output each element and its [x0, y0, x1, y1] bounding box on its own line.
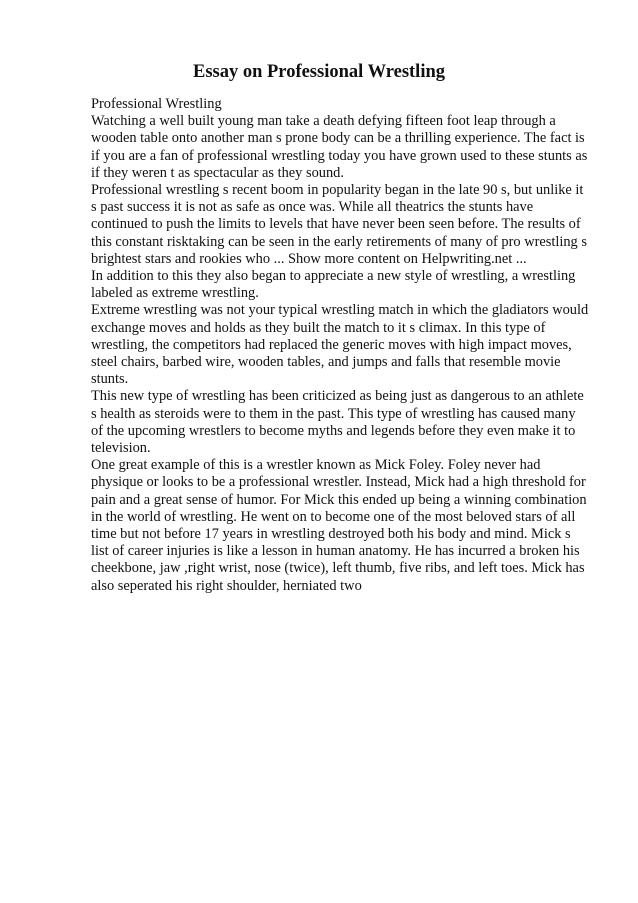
- paragraph: One great example of this is a wrestler known as Mick Foley. Foley never had physique or looks to be a professional wrestler. Instead, Mick had a high threshold for pain and a great sense of humor. For Mick this ended up being a winning combination in the world of wrestling. He went on to become one of the most beloved stars of all time but not before 17 years in wrestling destroyed both his body and mind. Mick s list of career injuries is like a lesson in human anatomy. He has incurred a broken his cheekbone, jaw ,right wrist, nose (twice), left thumb, five ribs, and left toes. Mick has also seperated his right shoulder, herniated two: [91, 457, 587, 594]
- paragraph: In addition to this they also began to appreciate a new style of wrestling, a wrestling labeled as extreme wrestling.: [91, 268, 576, 302]
- paragraph: Watching a well built young man take a death defying fifteen foot leap through a wooden table onto another man s prone body can be a thrilling experience. The fact is if you are a fan of professional wrestling today you have grown used to these stunts as if they weren t as spectacular as they sound.: [91, 113, 588, 181]
- paragraph: Professional wrestling s recent boom in popularity began in the late 90 s, but unlike it s past success it is not as safe as once was. While all theatrics the stunts have continued to push the limits to levels that have never been seen before. The results of this constant risktaking can be seen in the early retirements of many of pro wrestling s brightest stars and rookies who ... Show more content on Helpwriting.net ...: [91, 182, 587, 267]
- paragraph: Extreme wrestling was not your typical wrestling match in which the gladiators would exchange moves and holds as they built the match to it s climax. In this type of wrestling, the competitors had replaced the generic moves with high impact moves, steel chairs, barbed wire, wooden tables, and jumps and falls that resemble movie stunts.: [91, 302, 589, 388]
- document-body: [91, 96, 591, 595]
- paragraph: This new type of wrestling has been criticized as being just as dangerous to an athlete s health as steroids were to them in the past. This type of wrestling has caused many of the upcoming wrestlers to become myths and legends before they even make it to television.: [91, 388, 584, 457]
- subheading: Professional Wrestling: [91, 96, 222, 112]
- document-title: Essay on Professional Wrestling: [192, 62, 446, 82]
